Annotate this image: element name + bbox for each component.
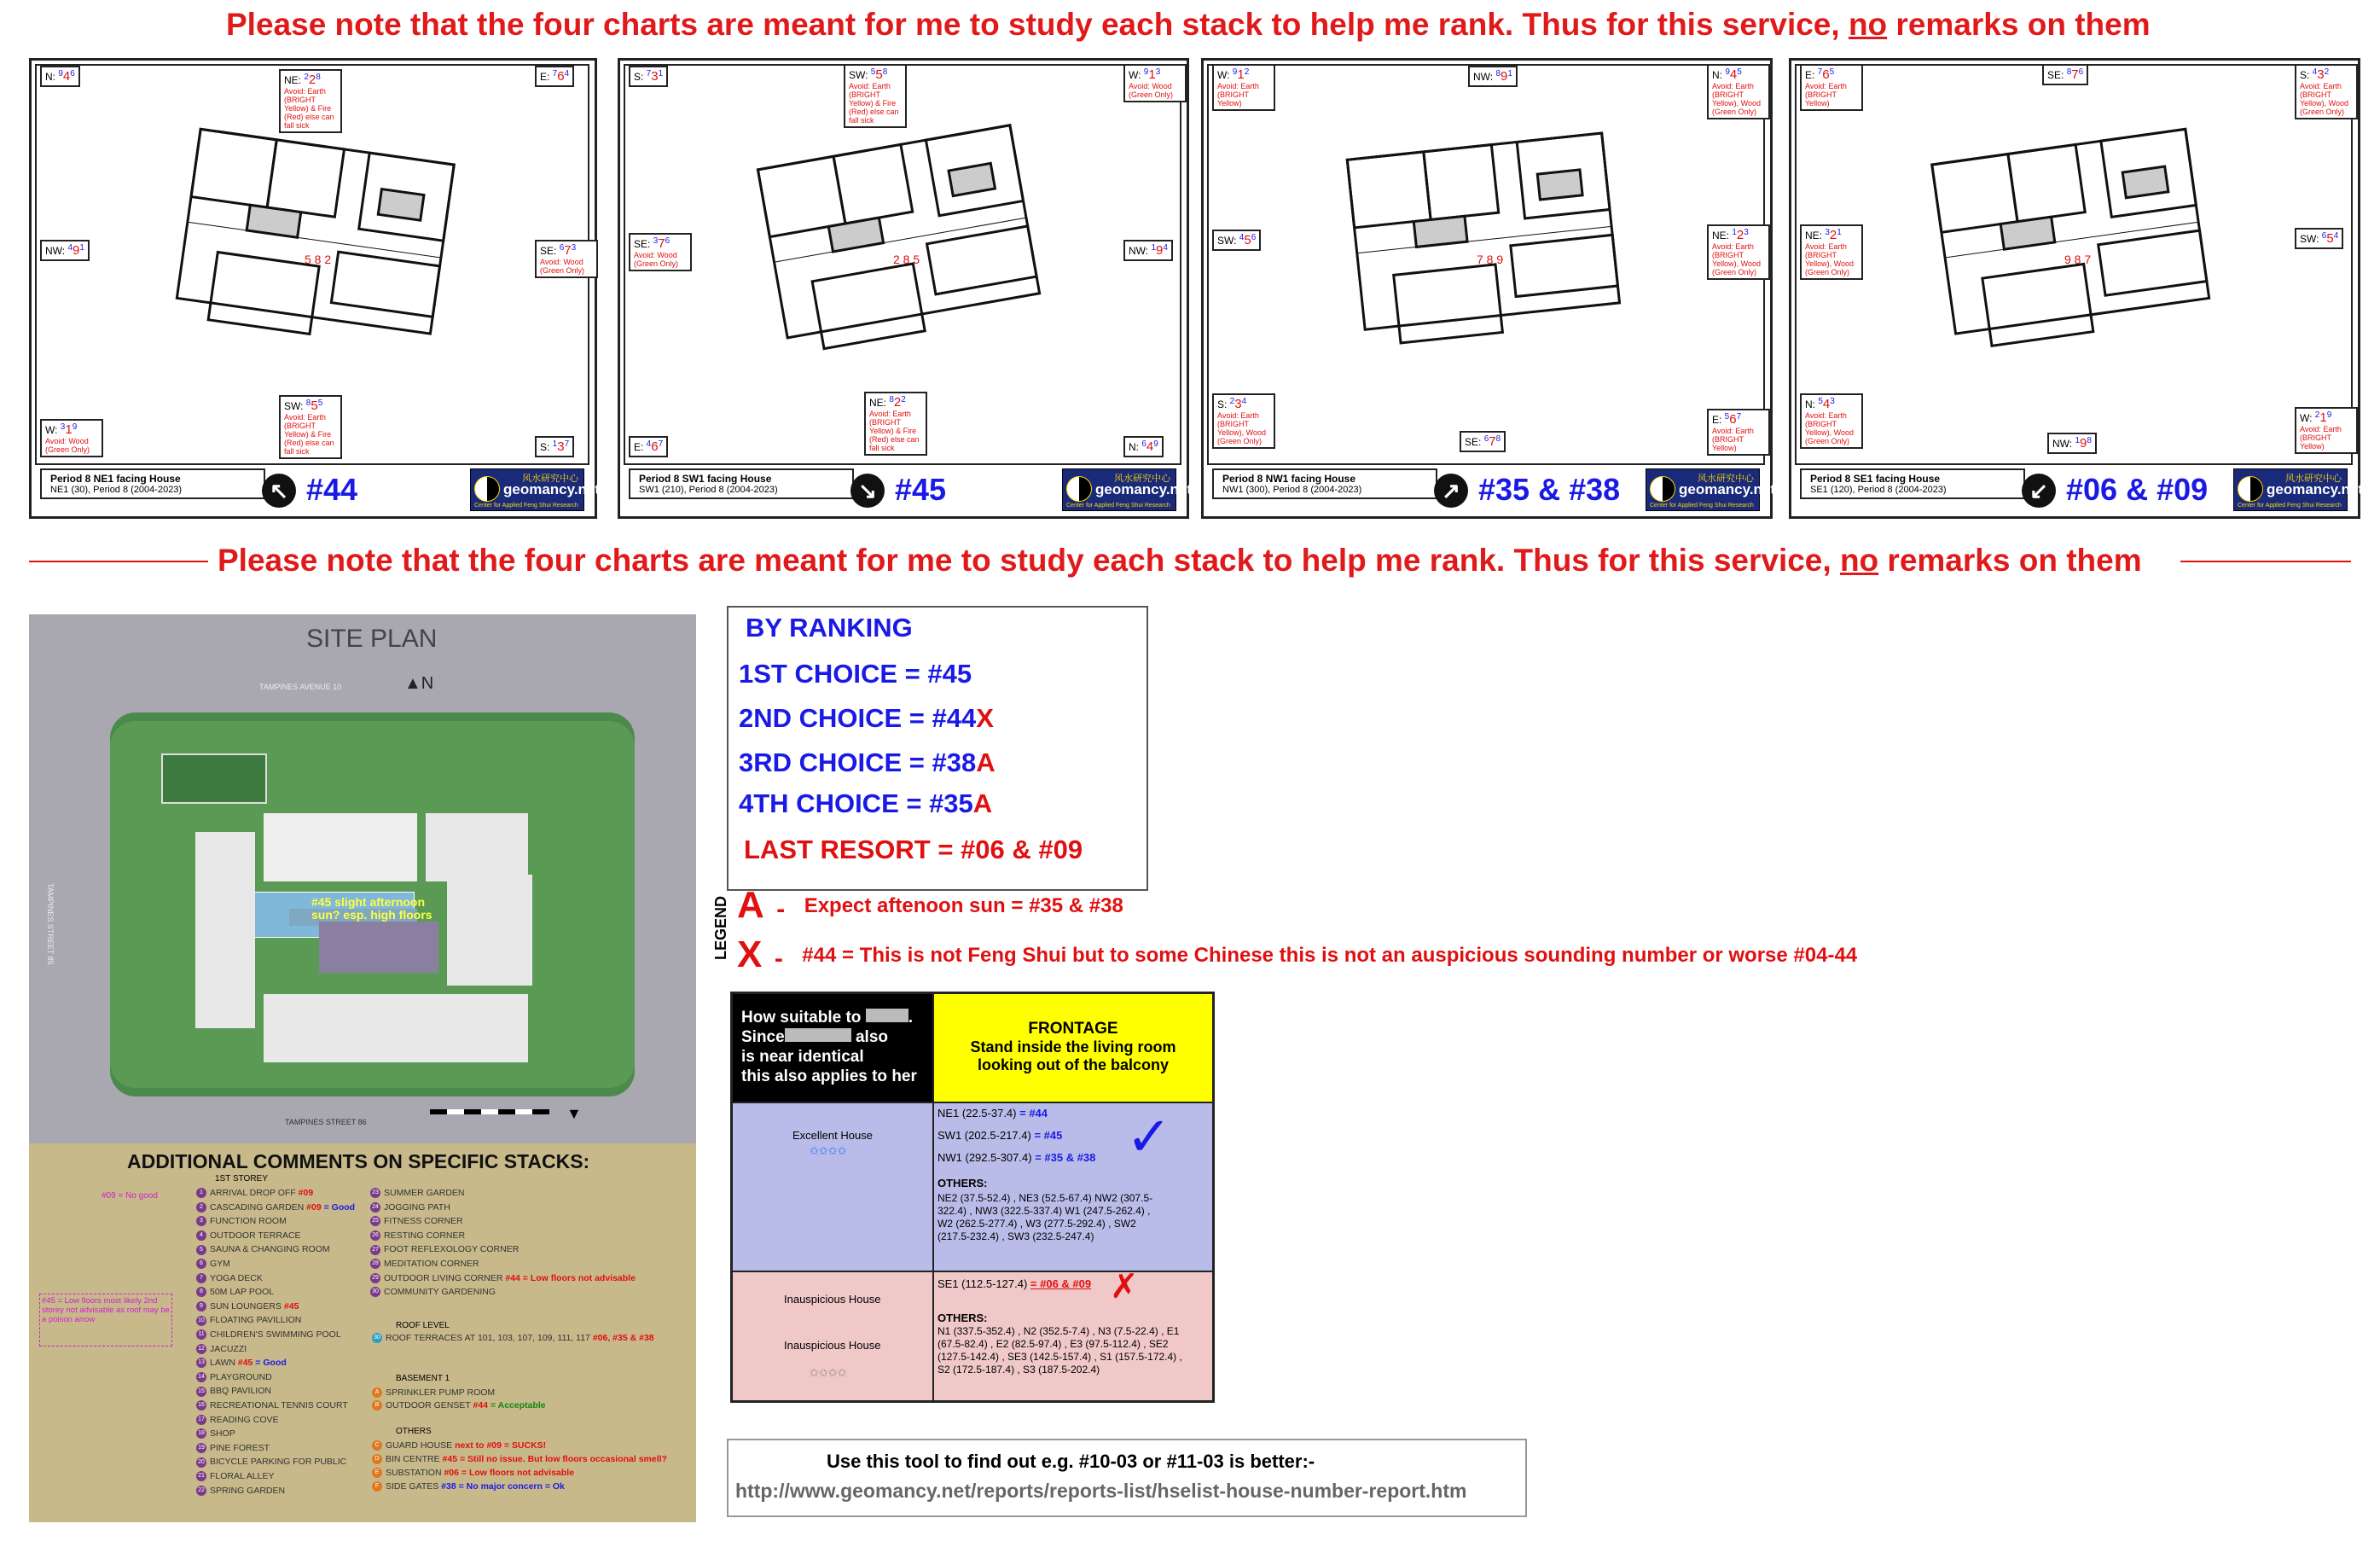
star-box-s: S: $^43^2$ Avoid: Earth (BRIGHT Yellow), Wood (Green Only) [2295,64,2358,119]
facility-item: 9 SUN LOUNGERS #45 [196,1301,299,1312]
center-stars: 5 8 2 [305,253,332,266]
facility-item: 12 JACUZZI [196,1344,247,1354]
note-mid: Please note that the four charts are meant for me to study each stack to help me rank. Thus for this service, no remarks on them [218,543,2142,578]
stack-number: #06 & #09 [2066,472,2209,507]
roof-item: 30 ROOF TERRACES AT 101, 103, 107, 109, 111, 117 #06, #35 & #38 [372,1333,654,1343]
facility-item: 28 MEDITATION CORNER [370,1259,479,1269]
north-arrow-icon: ▼ [566,1105,582,1122]
center-stars: 9 8 7 [2064,253,2092,266]
star-box-ne: NE: $^12^3$ Avoid: Earth (BRIGHT Yellow), Wood (Green Only) [1707,224,1770,280]
tool-box [727,1439,1527,1517]
facility-item: 19 PINE FOREST [196,1443,270,1453]
facing-arrow-icon: ↗ [1434,474,1468,508]
center-stars: 2 8 5 [893,253,920,266]
star-box-nw: NW: $^89^1$ [1468,66,1518,87]
others-item-3: E SUBSTATION #06 = Low floors not advisable [372,1468,574,1478]
site-ground [110,713,635,1096]
star-box-e: E: $^76^5$ Avoid: Earth (BRIGHT Yellow) [1800,64,1863,111]
star-box-ne: NE: $^82^2$ Avoid: Earth (BRIGHT Yellow) & Fire (Red) else can fall sick [864,392,927,456]
note-45-box: #45 = Low floors most likely 2nd storey not advisable as roof may be a poison arrow [39,1294,172,1347]
facility-item: 23 SUMMER GARDEN [370,1188,465,1198]
facility-item: 16 RECREATIONAL TENNIS COURT [196,1400,348,1410]
flying-star-chart-4 [1789,58,2364,519]
legend-label: LEGEND [712,896,729,961]
facility-item: 17 READING COVE [196,1415,279,1425]
star-box-nw: NW: $^19^8$ [2047,433,2097,454]
checkmark-icon: ✓ [1126,1106,1172,1167]
suitability-table [730,992,1215,1403]
star-box-se: SE: $^67^8$ [1460,431,1506,452]
site-plan-title: SITE PLAN [306,625,438,653]
star-box-s: S: $^73^1$ [629,66,668,87]
road-bottom: TAMPINES STREET 86 [285,1118,367,1126]
rank-5: LAST RESORT = #06 & #09 [744,835,1083,864]
excellent-cell: Excellent House ✩✩✩✩ [732,1102,933,1271]
basement-item-2: B OUTDOOR GENSET #44 = Acceptable [372,1400,546,1410]
floor-plan-drawing [117,95,509,402]
facility-item: 1 ARRIVAL DROP OFF #09 [196,1188,313,1198]
facing-arrow-icon: ↘ [850,474,885,508]
chart-title-box: Period 8 NW1 facing House NW1 (300), Period 8 (2004-2023) [1212,468,1437,499]
star-box-e: E: $^46^7$ [629,436,668,457]
comments-heading: ADDITIONAL COMMENTS ON SPECIFIC STACKS: [127,1150,590,1172]
star-box-sw: SW: $^45^6$ [1212,230,1261,251]
note-top: Please note that the four charts are meant for me to study each stack to help me rank. Thus for this service, no remarks on them [226,7,2151,42]
facing-arrow-icon: ↙ [2022,474,2056,508]
others-label: OTHERS [396,1427,432,1436]
star-box-e: E: $^76^4$ [535,66,574,87]
star-box-ne: NE: $^32^1$ Avoid: Earth (BRIGHT Yellow), Wood (Green Only) [1800,224,1863,280]
star-box-w: W: $^91^3$ Avoid: Wood (Green Only) [1123,64,1187,102]
facility-item: 25 FITNESS CORNER [370,1216,463,1226]
ranking-box [727,606,1148,891]
chart-title-box: Period 8 SE1 facing House SE1 (120), Period 8 (2004-2023) [1800,468,2025,499]
table-header-right: FRONTAGE Stand inside the living room looking out of the balcony [933,993,1213,1102]
star-box-sw: SW: $^55^8$ Avoid: Earth (BRIGHT Yellow) & Fire (Red) else can fall sick [844,64,907,128]
ranking-title: BY RANKING [746,613,913,643]
flying-star-chart-3 [1201,58,1776,519]
divider-left [29,561,208,562]
excellent-detail: NE1 (22.5-37.4) = #44 SW1 (202.5-217.4) = #45 NW1 (292.5-307.4) = #35 & #38 ✓ OTHERS: NE2 (37.5-52.4) , NE3 (52.5-67.4) NW2 (307.5-322.4) , NW3 (322.5-337.4) W1 (247.5-262.4) , W2 (262.5-277.4) , W3 (277.5-292.4) , SW2 (217.5-232.4) , SW3 (232.5-247.4) [933,1102,1213,1271]
center-stars: 7 8 9 [1477,253,1504,266]
chart-title-box: Period 8 NE1 facing House NE1 (30), Period 8 (2004-2023) [40,468,265,499]
star-box-n: N: $^94^5$ Avoid: Earth (BRIGHT Yellow), Wood (Green Only) [1707,64,1770,119]
star-box-s: S: $^23^4$ Avoid: Earth (BRIGHT Yellow), Wood (Green Only) [1212,393,1275,449]
star-box-sw: SW: $^85^5$ Avoid: Earth (BRIGHT Yellow) & Fire (Red) else can fall sick [279,395,342,459]
geomancy-logo: 风水研究中心 geomancy.net Center for Applied Feng Shui Research [2233,468,2348,511]
cross-icon: ✗ [1110,1268,1139,1306]
facility-item: 15 BBQ PAVILION [196,1386,271,1396]
storey-label: 1ST STOREY [215,1174,268,1184]
facility-item: 3 FUNCTION ROOM [196,1216,287,1226]
star-box-se: SE: $^37^6$ Avoid: Wood (Green Only) [629,233,692,271]
callout-45: #45 slight afternoon sun? esp. high floors [311,895,432,922]
north-icon: ▲N [404,674,434,693]
stack-number: #35 & #38 [1478,472,1621,507]
rank-3: 3RD CHOICE = #38A [739,747,996,777]
star-box-ne: NE: $^22^8$ Avoid: Earth (BRIGHT Yellow) & Fire (Red) else can fall sick [279,69,342,133]
legend-a: A - Expect aftenoon sun = #35 & #38 [737,884,1123,926]
basement-item-1: A SPRINKLER PUMP ROOM [372,1387,495,1398]
roof-label: ROOF LEVEL [396,1321,450,1330]
facility-item: 18 SHOP [196,1428,235,1439]
inauspicious-detail: SE1 (112.5-127.4) = #06 & #09 ✗ OTHERS: N1 (337.5-352.4) , N2 (352.5-7.4) , N3 (7.5-22.4) , E1 (67.5-82.4) , E2 (82.5-97.4) , E3 (97.5-112.4) , SE2 (127.5-142.4) , SE3 (142.5-157.4) , S1 (157.5-172.4) , S2 (172.5-187.4) , S3 (187.5-202.4) [933,1271,1213,1401]
geomancy-logo: 风水研究中心 geomancy.net Center for Applied Feng Shui Research [1646,468,1760,511]
facility-item: 21 FLORAL ALLEY [196,1471,274,1481]
chart-title-box: Period 8 SW1 facing House SW1 (210), Period 8 (2004-2023) [629,468,854,499]
facility-item: 13 LAWN #45 = Good [196,1358,287,1368]
inauspicious-cell: Inauspicious House Inauspicious House ✩✩✩✩ [732,1271,933,1401]
geomancy-logo: 风水研究中心 geomancy.net Center for Applied Feng Shui Research [470,468,584,511]
others-item-1: C GUARD HOUSE next to #09 = SUCKS! [372,1440,546,1451]
star-box-w: W: $^91^2$ Avoid: Earth (BRIGHT Yellow) [1212,64,1275,111]
facility-item: 24 JOGGING PATH [370,1202,450,1213]
star-box-se: SE: $^87^6$ [2042,64,2088,85]
star-box-nw: NW: $^49^1$ [40,240,90,261]
scale-bar [430,1109,549,1114]
facility-item: 2 CASCADING GARDEN #09 = Good [196,1202,355,1213]
facility-item: 6 GYM [196,1259,230,1269]
floor-plan-drawing [1877,95,2269,402]
star-box-w: W: $^31^9$ Avoid: Wood (Green Only) [40,419,103,457]
facility-item: 11 CHILDREN'S SWIMMING POOL [196,1329,341,1340]
facility-item: 20 BICYCLE PARKING FOR PUBLIC [196,1457,346,1467]
facility-item: 30 COMMUNITY GARDENING [370,1287,496,1297]
flying-star-chart-1 [29,58,601,519]
facility-item: 26 RESTING CORNER [370,1230,465,1241]
star-box-e: E: $^56^7$ Avoid: Earth (BRIGHT Yellow) [1707,409,1770,456]
legend-x: X - #44 = This is not Feng Shui but to some Chinese this is not an auspicious sounding number or worse #04-44 [737,934,1858,975]
site-plan [29,614,696,1143]
tool-link[interactable]: http://www.geomancy.net/reports/reports-list/hselist-house-number-report.htm [735,1480,1467,1502]
stack-number: #44 [306,472,358,507]
tool-text: Use this tool to find out e.g. #10-03 or #11-03 is better:- [827,1451,1315,1472]
others-item-2: D BIN CENTRE #45 = Still no issue. But low floors occasional smell? [372,1454,667,1464]
facility-item: 29 OUTDOOR LIVING CORNER #44 = Low floors not advisable [370,1273,636,1283]
facility-item: 14 PLAYGROUND [196,1372,272,1382]
divider-right [2180,561,2351,562]
rank-1: 1ST CHOICE = #45 [739,659,972,689]
star-box-s: S: $^13^7$ [535,436,574,457]
facility-item: 10 FLOATING PAVILLION [196,1315,301,1325]
road-left: TAMPINES STREET 85 [46,883,55,965]
basement-label: BASEMENT 1 [396,1374,450,1383]
facility-item: 27 FOOT REFLEXOLOGY CORNER [370,1244,519,1254]
flying-star-chart-2 [618,58,1193,519]
star-box-sw: SW: $^65^4$ [2295,228,2343,249]
others-item-4: F SIDE GATES #38 = No major concern = Ok [372,1481,565,1492]
star-box-nw: NW: $^19^4$ [1123,240,1173,261]
road-top: TAMPINES AVENUE 10 [259,683,342,691]
facility-item: 22 SPRING GARDEN [196,1486,285,1496]
facility-item: 4 OUTDOOR TERRACE [196,1230,301,1241]
facility-item: 8 50M LAP POOL [196,1287,274,1297]
star-box-n: N: $^94^6$ [40,66,80,87]
geomancy-logo: 风水研究中心 geomancy.net Center for Applied Feng Shui Research [1062,468,1176,511]
table-header-left: How suitable to . Since also is near identical this also applies to her [732,993,933,1102]
note-09: #09 = No good [102,1191,158,1201]
facing-arrow-icon: ↖ [262,474,296,508]
rank-4: 4TH CHOICE = #35A [739,788,993,818]
facility-item: 7 YOGA DECK [196,1273,263,1283]
rank-2: 2ND CHOICE = #44X [739,703,994,733]
facility-item: 5 SAUNA & CHANGING ROOM [196,1244,330,1254]
stack-number: #45 [895,472,947,507]
floor-plan-drawing [1289,95,1681,402]
floor-plan-drawing [705,95,1098,402]
star-box-w: W: $^21^9$ Avoid: Earth (BRIGHT Yellow) [2295,407,2358,454]
comments-panel [29,1143,696,1522]
star-box-se: SE: $^67^3$ Avoid: Wood (Green Only) [535,240,598,278]
star-box-n: N: $^64^9$ [1123,436,1164,457]
star-box-n: N: $^54^3$ Avoid: Earth (BRIGHT Yellow), Wood (Green Only) [1800,393,1863,449]
